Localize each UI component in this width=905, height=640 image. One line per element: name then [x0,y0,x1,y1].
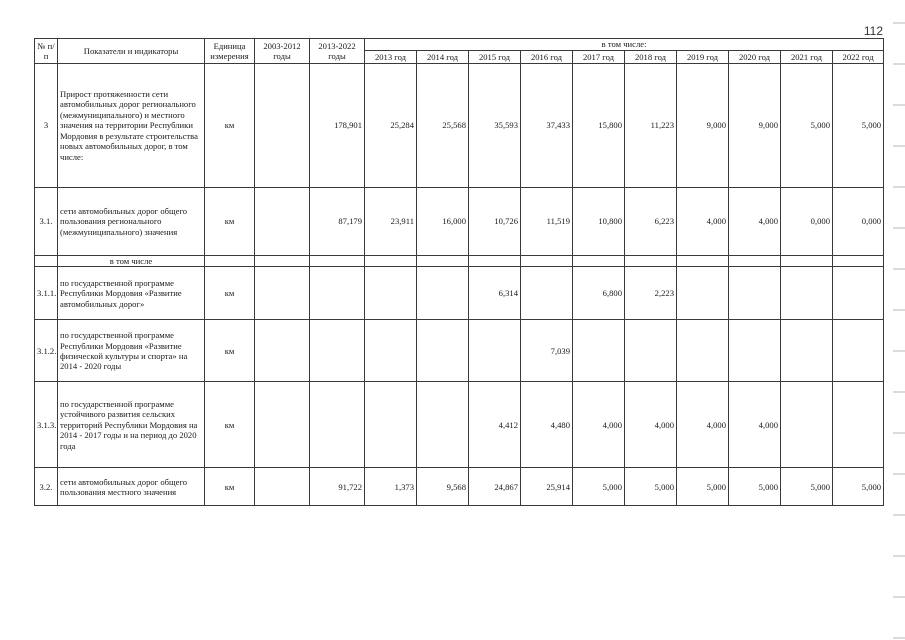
row-value [417,267,469,320]
row-period-2013-2022: 87,179 [310,188,365,256]
row-value: 4,000 [573,382,625,468]
row-period-2013-2022: 91,722 [310,468,365,506]
row-value [573,256,625,267]
header-period-2003-2012: 2003-2012 годы [255,39,310,64]
row-value [677,256,729,267]
row-value [365,267,417,320]
header-year: 2020 год [729,51,781,64]
row-value: 25,284 [365,64,417,188]
row-value: 11,223 [625,64,677,188]
row-value: 5,000 [625,468,677,506]
table-row [35,382,884,468]
row-number: 3.2. [35,468,58,506]
row-period-2003-2012 [255,64,310,188]
row-value [417,320,469,382]
row-indicator: сети автомобильных дорог общего пользования регионального (межмуниципального) значения [58,188,205,256]
row-value [677,320,729,382]
table-row [35,320,884,382]
row-value: 5,000 [729,468,781,506]
row-unit: км [205,468,255,506]
row-period-2003-2012 [255,382,310,468]
row-value [833,267,884,320]
row-indicator: в том числе [58,256,205,267]
row-value [625,256,677,267]
row-indicator: сети автомобильных дорог общего пользования местного значения [58,468,205,506]
header-unit: Единица измерения [205,39,255,64]
row-value: 4,000 [677,382,729,468]
row-value [833,382,884,468]
row-value: 1,373 [365,468,417,506]
row-value: 10,726 [469,188,521,256]
row-value [521,267,573,320]
row-period-2013-2022 [310,267,365,320]
header-year: 2015 год [469,51,521,64]
row-number: 3.1.1. [35,267,58,320]
row-value: 5,000 [677,468,729,506]
row-value: 35,593 [469,64,521,188]
row-value [417,382,469,468]
row-value [781,267,833,320]
row-value: 5,000 [833,64,884,188]
row-value: 5,000 [781,64,833,188]
row-value: 4,000 [677,188,729,256]
header-including: в том числе: [365,39,884,51]
row-number [35,256,58,267]
row-value: 6,800 [573,267,625,320]
indicators-table [34,38,884,506]
header-year: 2021 год [781,51,833,64]
row-number: 3.1. [35,188,58,256]
row-indicator: по государственной программе устойчивого развития сельских территорий Республики Мордовия на 2014 - 2017 годы и на период до 2020 года [58,382,205,468]
header-year: 2017 год [573,51,625,64]
row-period-2003-2012 [255,267,310,320]
row-indicator: Прирост протяженности сети автомобильных дорог регионального (межмуниципального) и местного значения на территории Республики Мордовия в результате строительства новых автомобильных дорог, в том числе: [58,64,205,188]
row-value: 11,519 [521,188,573,256]
table-row [35,267,884,320]
row-value: 9,000 [729,64,781,188]
row-value [469,320,521,382]
row-indicator: по государственной программе Республики Мордовия «Развитие физической культуры и спорта» на 2014 - 2020 годы [58,320,205,382]
row-indicator: по государственной программе Республики Мордовия «Развитие автомобильных дорог» [58,267,205,320]
row-value [833,256,884,267]
row-unit: км [205,320,255,382]
row-unit: км [205,267,255,320]
row-value: 5,000 [833,468,884,506]
row-value: 25,914 [521,468,573,506]
row-value: 0,000 [833,188,884,256]
row-value: 24,867 [469,468,521,506]
row-value: 5,000 [781,468,833,506]
row-unit [205,256,255,267]
row-value: 16,000 [417,188,469,256]
row-value [573,320,625,382]
row-value [677,267,729,320]
row-value: 5,000 [573,468,625,506]
row-value: 9,568 [417,468,469,506]
row-value: 0,000 [781,188,833,256]
scan-edge-marks [893,0,905,640]
table-row [35,188,884,256]
row-value [625,320,677,382]
row-value: 6,314 [469,267,521,320]
row-value: 9,000 [677,64,729,188]
header-year: 2019 год [677,51,729,64]
row-period-2013-2022: 178,901 [310,64,365,188]
table-row [35,256,884,267]
row-value [781,382,833,468]
row-value: 2,223 [625,267,677,320]
row-value: 15,800 [573,64,625,188]
header-year: 2022 год [833,51,884,64]
row-value [781,256,833,267]
row-unit: км [205,382,255,468]
table-row [35,468,884,506]
row-value [365,320,417,382]
row-value: 7,039 [521,320,573,382]
header-year: 2018 год [625,51,677,64]
row-value [417,256,469,267]
row-value [833,320,884,382]
row-unit: км [205,64,255,188]
row-number: 3 [35,64,58,188]
header-no: № п/п [35,39,58,64]
header-year: 2014 год [417,51,469,64]
row-period-2003-2012 [255,320,310,382]
header-year: 2013 год [365,51,417,64]
header-year: 2016 год [521,51,573,64]
row-period-2013-2022 [310,320,365,382]
header-indicator: Показатели и индикаторы [58,39,205,64]
row-value: 4,000 [625,382,677,468]
row-period-2003-2012 [255,468,310,506]
row-value [729,320,781,382]
row-unit: км [205,188,255,256]
row-number: 3.1.2. [35,320,58,382]
row-period-2013-2022 [310,256,365,267]
row-value: 6,223 [625,188,677,256]
row-value: 4,000 [729,382,781,468]
header-period-2013-2022: 2013-2022 годы [310,39,365,64]
page-number: 112 [863,24,883,38]
row-value [469,256,521,267]
row-value [365,382,417,468]
row-value: 4,000 [729,188,781,256]
row-value [729,267,781,320]
row-value: 4,480 [521,382,573,468]
row-value: 4,412 [469,382,521,468]
table-row [35,64,884,188]
row-value [521,256,573,267]
row-period-2013-2022 [310,382,365,468]
row-value [729,256,781,267]
row-period-2003-2012 [255,256,310,267]
row-value [781,320,833,382]
row-value: 37,433 [521,64,573,188]
row-value: 25,568 [417,64,469,188]
row-number: 3.1.3. [35,382,58,468]
row-value: 10,800 [573,188,625,256]
row-value [365,256,417,267]
row-value: 23,911 [365,188,417,256]
row-period-2003-2012 [255,188,310,256]
